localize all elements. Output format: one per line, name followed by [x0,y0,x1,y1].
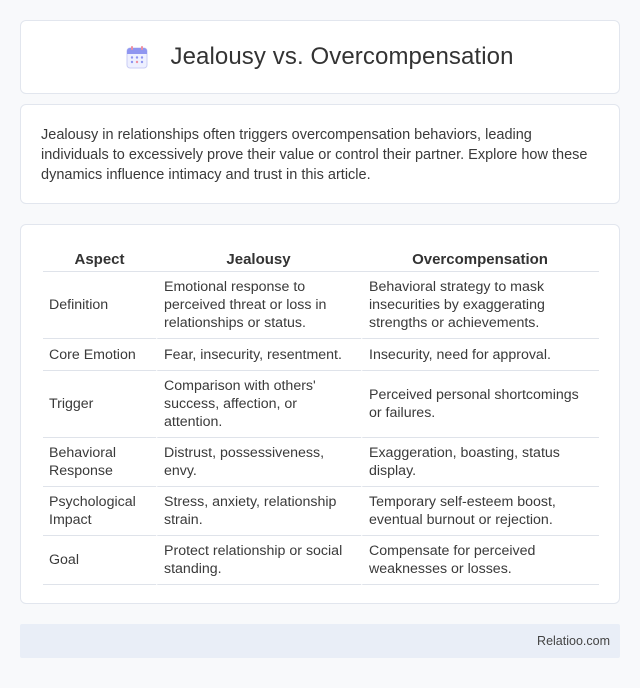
row-overcompensation-cell: Behavioral strategy to mask insecurities by exaggerating strengths or achievements. [361,272,599,339]
title-wrap [126,43,513,71]
column-header-jealousy: Jealousy [156,247,361,272]
intro-text: Jealousy in relationships often triggers overcompensation behaviors, leading individuals to excessively prove their value or control their partner. Explore how these dynamics influence intimacy and trust in this article. [41,127,588,183]
row-aspect-cell: Trigger [43,371,156,438]
row-overcompensation-cell: Exaggeration, boasting, status display. [361,438,599,487]
row-overcompensation-cell: Temporary self-esteem boost, eventual burnout or rejection. [361,487,599,536]
table-row [43,272,599,339]
row-aspect-cell: Definition [43,272,156,339]
table-row [43,438,599,487]
row-overcompensation-cell: Compensate for perceived weaknesses or losses. [361,536,599,585]
table-row [43,371,599,438]
row-aspect-cell: Behavioral Response [43,438,156,487]
footer [20,624,620,658]
row-overcompensation-cell: Perceived personal shortcomings or failures. [361,371,599,438]
calendar-icon [126,45,148,69]
column-header-overcompensation: Overcompensation [361,247,599,272]
column-header-aspect: Aspect [43,247,156,272]
row-aspect-cell: Goal [43,536,156,585]
row-jealousy-cell: Protect relationship or social standing. [156,536,361,585]
page-title: Jealousy vs. Overcompensation [170,43,514,70]
row-overcompensation-cell: Insecurity, need for approval. [361,339,599,371]
table-header-row [43,247,599,272]
intro-card [20,104,620,204]
comparison-table [43,247,599,585]
table-row [43,536,599,585]
header-card [20,20,620,94]
table-card [20,224,620,604]
row-jealousy-cell: Fear, insecurity, resentment. [156,339,361,371]
row-jealousy-cell: Distrust, possessiveness, envy. [156,438,361,487]
row-aspect-cell: Core Emotion [43,339,156,371]
row-aspect-cell: Psychological Impact [43,487,156,536]
table-row [43,487,599,536]
row-jealousy-cell: Emotional response to perceived threat or loss in relationships or status. [156,272,361,339]
footer-site-link[interactable]: Relatioo.com [537,634,610,648]
row-jealousy-cell: Stress, anxiety, relationship strain. [156,487,361,536]
table-row [43,339,599,371]
row-jealousy-cell: Comparison with others' success, affection, or attention. [156,371,361,438]
